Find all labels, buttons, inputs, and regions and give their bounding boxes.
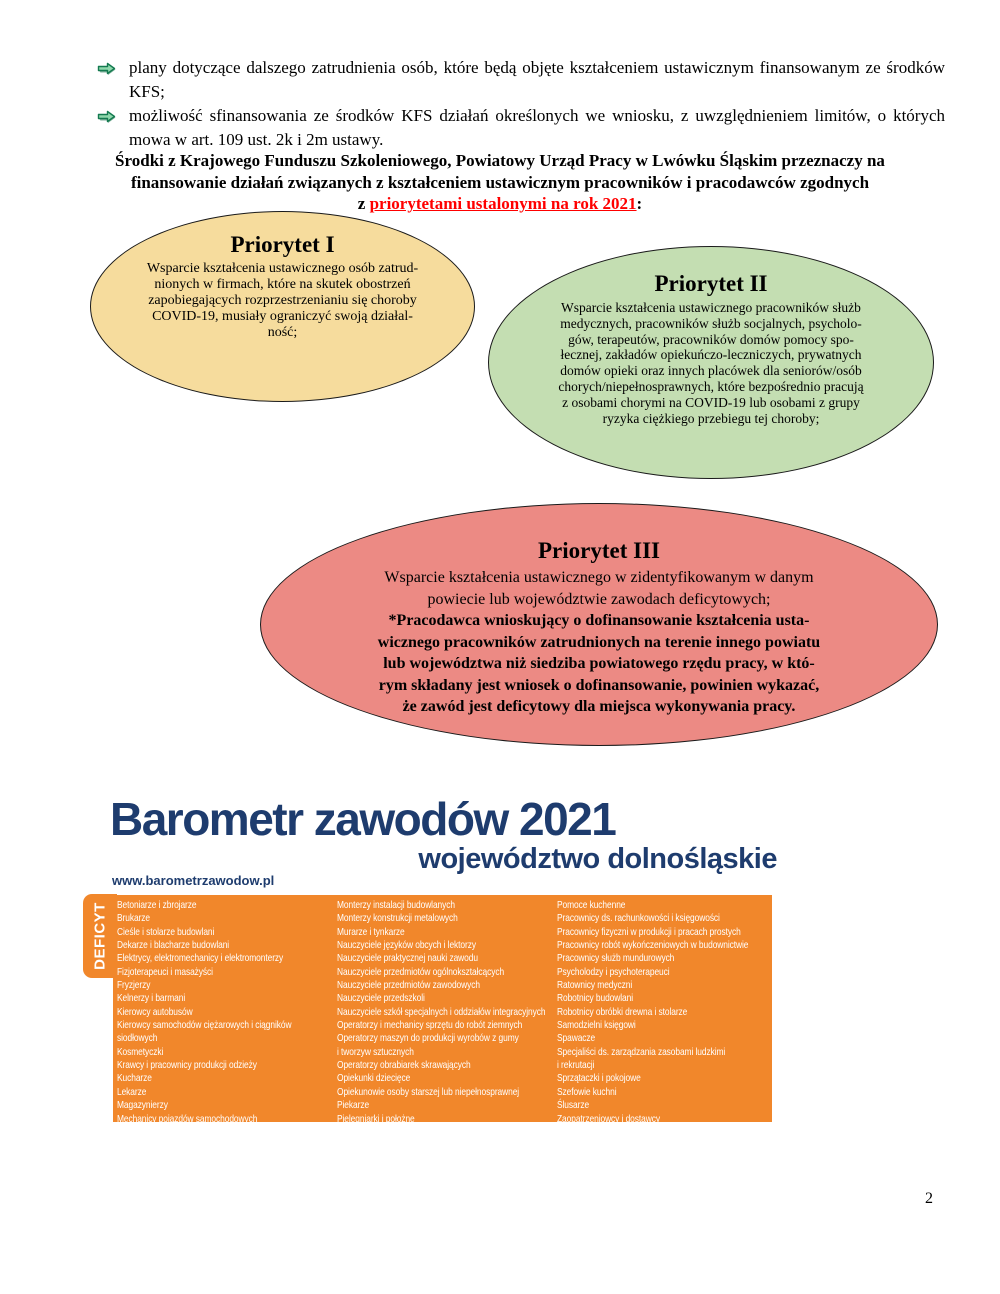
deficyt-item: Kucharze	[117, 1072, 152, 1085]
deficyt-column-list	[337, 899, 553, 1126]
priority-1-text: Wsparcie kształcenia ustawicznego osób zatrud- nionych w firmach, które na skutek obostrzeń zapobiegających rozprzestrzenianiu się choroby COVID-19, musiały ograniczyć swoją działal- ność;	[146, 261, 419, 340]
deficyt-item: Samodzielni księgowi	[557, 1019, 636, 1032]
priority-3-ellipse	[260, 503, 938, 746]
priority-3-text: Wsparcie kształcenia ustawicznego w zidentyfikowanym w danym powiecie lub województwie zawodach deficytowych;	[384, 569, 814, 608]
bullet-item	[97, 56, 945, 103]
priority-3-note: *Pracodawca wnioskujący o dofinansowanie kształcenia usta- wicznego pracowników zatrudnionych na terenie innego powiatu lub województwa niż siedziba powiatowego rzędu pracy, w któ- rym składany jest wniosek o dofinansowanie, powinien wykazać, że zawód jest deficytowy dla miejsca wykonywania pracy.	[377, 612, 821, 715]
priority-1-ellipse	[90, 211, 475, 402]
deficyt-item: Opiekunowie osoby starszej lub niepełnosprawnej	[337, 1085, 520, 1098]
intro-line: finansowanie działań związanych z kształceniem ustawicznym pracowników i pracodawców zgodnych	[130, 172, 870, 192]
deficyt-item: Ślusarze	[557, 1099, 590, 1112]
priorities-2021-link[interactable]: priorytetami ustalonymi na rok 2021	[369, 194, 637, 214]
deficyt-label: DEFICYT	[91, 902, 109, 970]
deficyt-item: Fryzjerzy	[117, 979, 151, 992]
deficyt-item: Sprzątaczki i pokojowe	[557, 1072, 641, 1085]
intro-line-suffix: :	[636, 194, 643, 214]
deficyt-item: Kierowcy autobusów	[117, 1005, 193, 1018]
deficyt-item: Specjaliści ds. zarządzania zasobami ludzkimi i rekrutacji	[557, 1045, 726, 1072]
deficyt-item: Nauczyciele języków obcych i lektorzy	[337, 939, 476, 952]
intro-paragraph	[60, 150, 940, 215]
deficyt-item: Elektrycy, elektromechanicy i elektromonterzy	[117, 952, 284, 965]
intro-line: Środki z Krajowego Funduszu Szkoleniowego, Powiatowy Urząd Pracy w Lwówku Śląskim przeznaczy na	[115, 151, 885, 170]
deficyt-item: Nauczyciele szkół specjalnych i oddziałów integracyjnych	[337, 1005, 546, 1018]
deficyt-item: Brukarze	[117, 912, 150, 925]
deficyt-item: Operatorzy i mechanicy sprzętu do robót ziemnych	[337, 1019, 523, 1032]
deficyt-item: Nauczyciele praktycznej nauki zawodu	[337, 952, 478, 965]
deficyt-item: Kosmetyczki	[117, 1045, 164, 1058]
deficyt-item: Nauczyciele przedmiotów zawodowych	[337, 979, 480, 992]
deficyt-item: Spawacze	[557, 1032, 596, 1045]
bullet-list	[97, 56, 945, 151]
deficyt-item: Piekarze	[337, 1099, 370, 1112]
green-arrow-icon	[97, 60, 117, 76]
intro-line-prefix: z	[357, 194, 370, 214]
barometr-url: www.barometrzawodow.pl	[112, 873, 275, 888]
deficyt-column	[333, 895, 553, 1125]
deficyt-item: Szefowie kuchni	[557, 1085, 617, 1098]
priority-1-title: Priorytet I	[230, 232, 335, 257]
deficyt-item: Ratownicy medyczni	[557, 979, 633, 992]
deficyt-item: Nauczyciele przedmiotów ogólnokształcących	[337, 965, 505, 978]
deficyt-item: Magazynierzy	[117, 1099, 168, 1112]
deficyt-item: Pielęgniarki i położne	[337, 1112, 415, 1125]
priority-2-text: Wsparcie kształcenia ustawicznego pracowników służb medycznych, pracowników służb socjalnych, psycholo- gów, terapeutów, pracowników domów pomocy spo- łecznej, zakładów opiekuńczo-leczniczych, prywatnych domów opieki oraz innych placówek dla seniorów/osób chorych/niepełnosprawnych, które bezpośrednio pracują z osobami chorymi na COVID-19 lub osobami z grupy ryzyka ciężkiego przebiegu tej choroby;	[558, 300, 864, 426]
deficyt-item: Krawcy i pracownicy produkcji odzieży	[117, 1059, 257, 1072]
deficyt-item: Kierowcy samochodów ciężarowych i ciągników siodłowych	[117, 1019, 292, 1045]
deficyt-item: Operatorzy maszyn do produkcji wyrobów z gumy i tworzyw sztucznych	[337, 1032, 519, 1058]
deficyt-column	[553, 895, 773, 1125]
priority-3-title: Priorytet III	[538, 538, 660, 563]
deficyt-item: Robotnicy obróbki drewna i stolarze	[557, 1005, 688, 1018]
intro-line	[60, 193, 940, 215]
deficyt-table	[113, 895, 772, 1125]
deficyt-item: Fizjoterapeuci i masażyści	[117, 965, 213, 978]
deficyt-item: Zaopatrzeniowcy i dostawcy	[557, 1112, 660, 1125]
deficyt-item: Pracownicy robót wykończeniowych w budownictwie	[557, 939, 749, 952]
bullet-text: plany dotyczące dalszego zatrudnienia osób, które będą objęte kształceniem ustawicznym finansowanym ze środków KFS;	[129, 58, 945, 101]
priority-2-title: Priorytet II	[654, 271, 768, 296]
green-arrow-icon	[97, 108, 117, 124]
deficyt-item: Lekarze	[117, 1085, 147, 1098]
deficyt-item: Kelnerzy i barmani	[117, 992, 186, 1005]
deficyt-item: Operatorzy obrabiarek skrawających	[337, 1059, 471, 1072]
deficyt-item: Monterzy instalacji budowlanych	[337, 899, 455, 911]
deficyt-column-list	[557, 899, 773, 1126]
deficyt-item: Murarze i tynkarze	[337, 925, 405, 938]
barometr-title: Barometr zawodów 2021	[110, 793, 616, 845]
bullet-item	[97, 104, 945, 151]
deficyt-item: Pomoce kuchenne	[557, 899, 626, 911]
deficyt-item: Mechanicy pojazdów samochodowych	[117, 1112, 258, 1125]
deficyt-item: Betoniarze i zbrojarze	[117, 899, 197, 911]
deficyt-item: Pracownicy ds. rachunkowości i księgowości	[557, 912, 720, 925]
page-number: 2	[925, 1190, 933, 1207]
deficyt-column	[113, 895, 333, 1125]
barometr-region: województwo dolnośląskie	[418, 843, 777, 875]
deficyt-item: Pracownicy służb mundurowych	[557, 952, 675, 965]
deficyt-tab	[83, 894, 117, 978]
deficyt-item: Pracownicy fizyczni w produkcji i pracach prostych	[557, 925, 741, 938]
deficyt-item: Nauczyciele przedszkoli	[337, 992, 425, 1005]
deficyt-column-list	[117, 899, 333, 1126]
deficyt-item: Dekarze i blacharze budowlani	[117, 939, 230, 952]
deficyt-item: Robotnicy budowlani	[557, 992, 633, 1005]
deficyt-item: Opiekunki dziecięce	[337, 1072, 411, 1085]
priority-2-ellipse	[488, 246, 934, 479]
deficyt-item: Monterzy konstrukcji metalowych	[337, 912, 458, 925]
deficyt-item: Cieśle i stolarze budowlani	[117, 925, 215, 938]
deficyt-item: Psycholodzy i psychoterapeuci	[557, 965, 670, 978]
bullet-text: możliwość sfinansowania ze środków KFS działań określonych we wniosku, z uwzględnieniem limitów, o których mowa w art. 109 ust. 2k i 2m ustawy.	[129, 106, 945, 149]
